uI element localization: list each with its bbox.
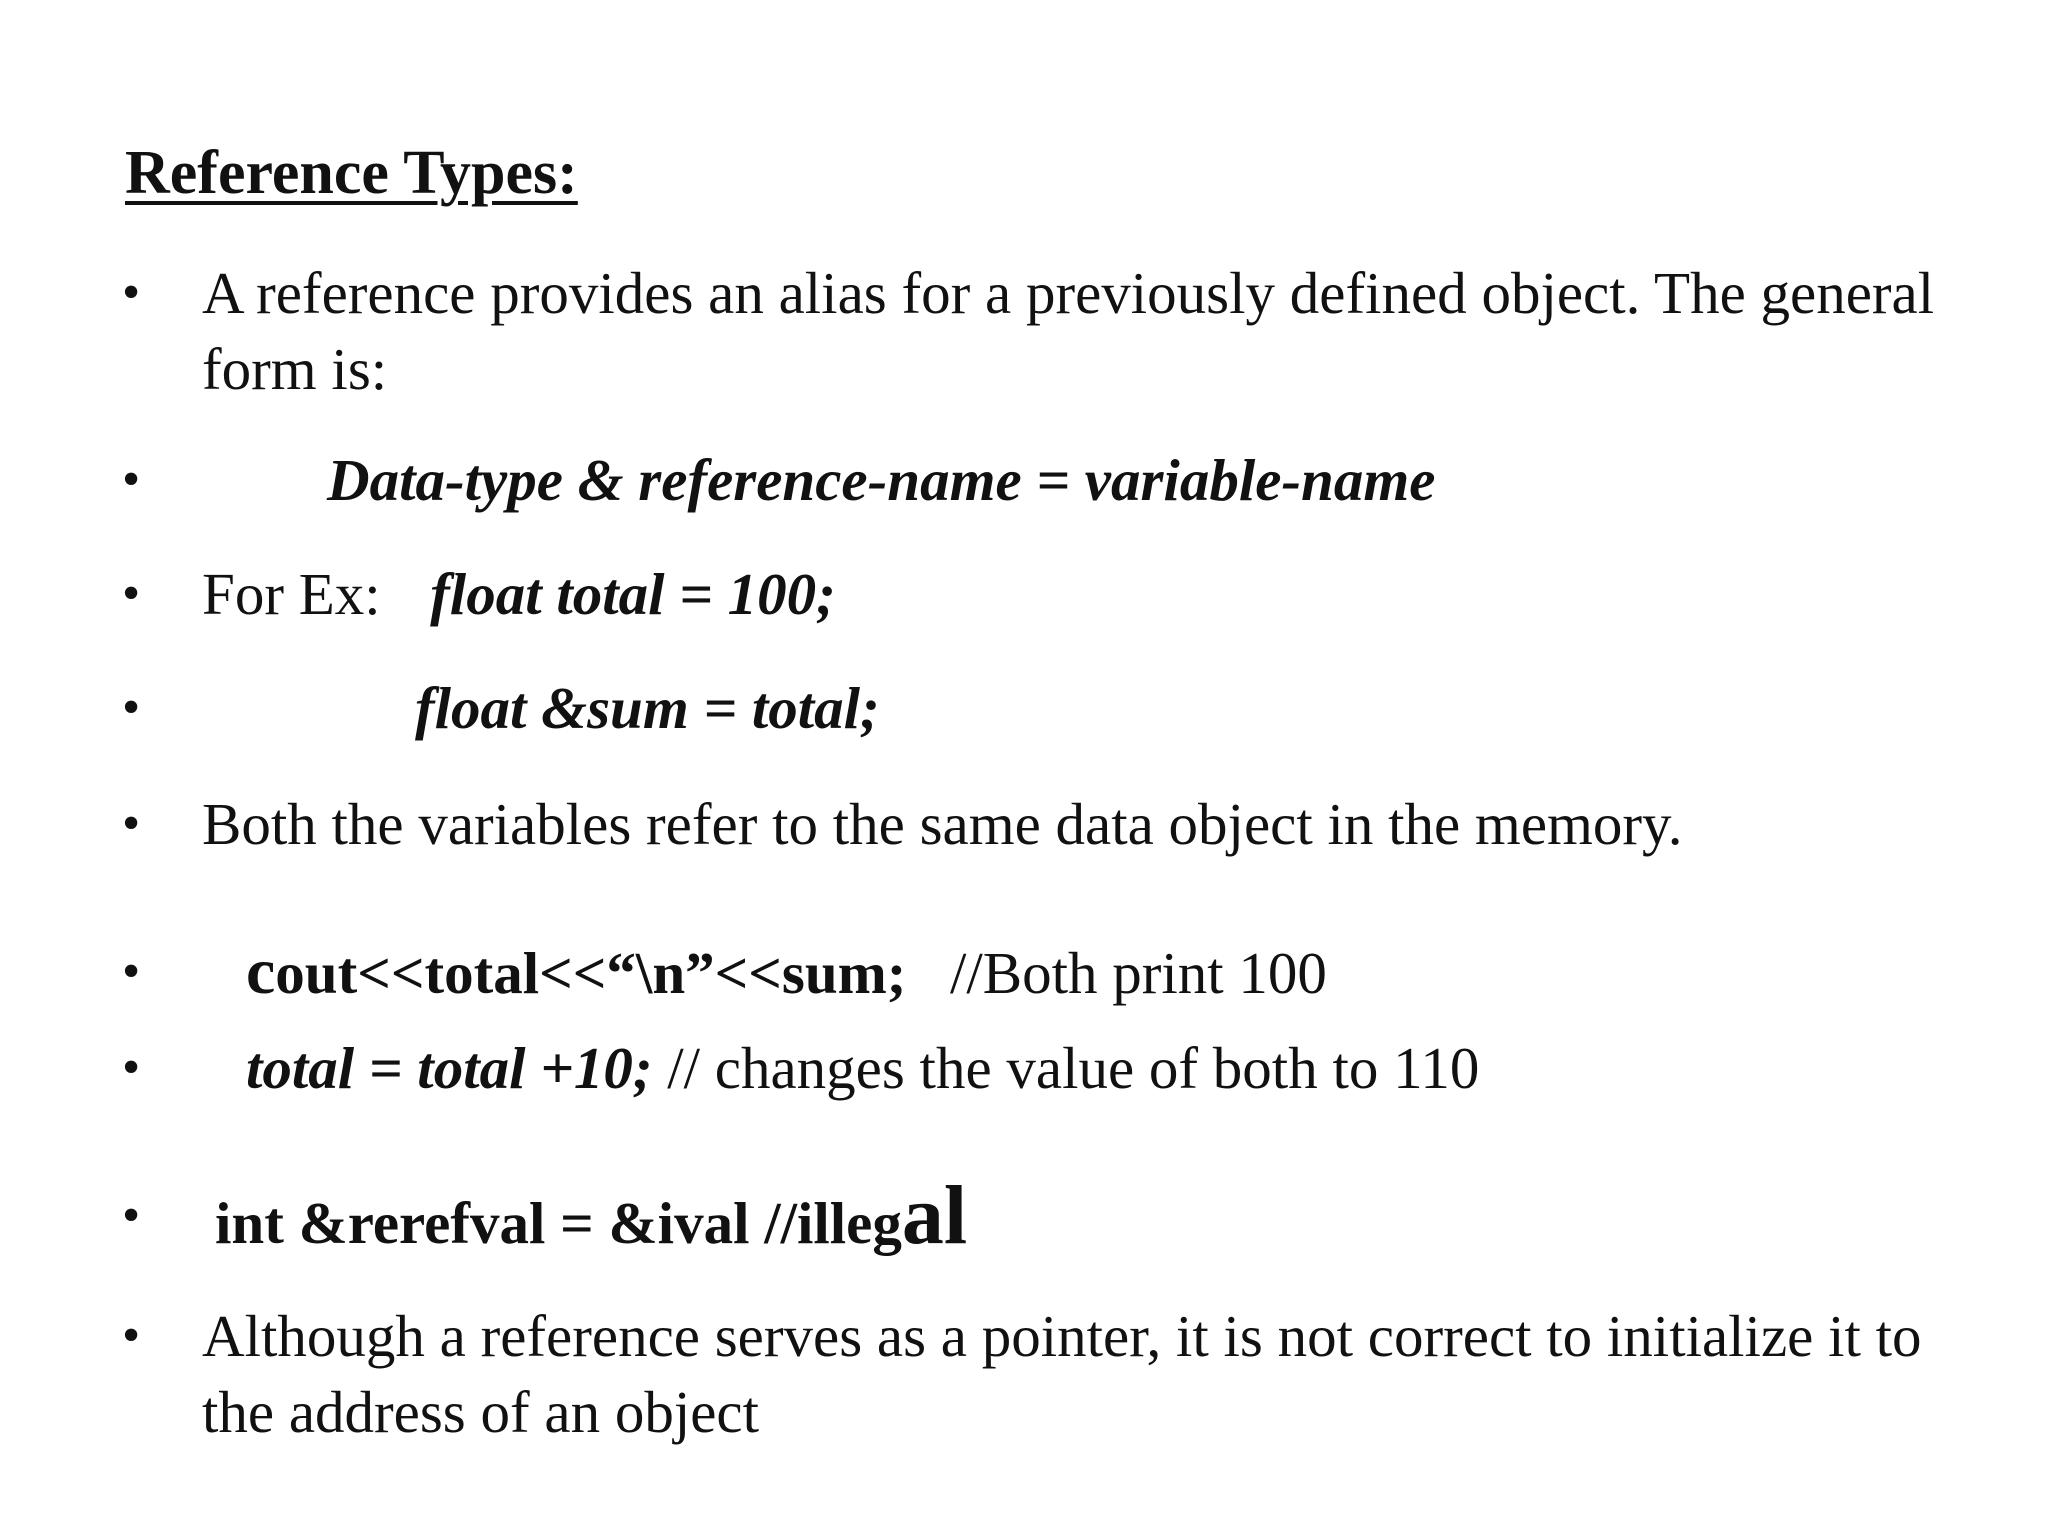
bullet-dot: •: [122, 451, 141, 508]
example-prefix: For Ex:: [202, 561, 381, 627]
increment-comment: // changes the value of both to 110: [667, 1035, 1480, 1101]
bullet-line: [202, 556, 1962, 632]
bullet-dot: •: [122, 943, 141, 1000]
bullet-dot: •: [122, 1187, 141, 1244]
increment-code: total = total +10;: [246, 1035, 653, 1101]
example-reference-code: float &sum = total;: [415, 675, 880, 741]
general-form-code: Data-type & reference-name = variable-name: [327, 447, 1436, 513]
slide-title: Reference Types:: [125, 139, 578, 207]
bullet-dot: •: [122, 264, 141, 321]
bullet-dot: •: [122, 565, 141, 622]
bullet-dot: •: [122, 795, 141, 852]
cout-comment: //Both print 100: [949, 940, 1327, 1006]
bullet-dot: •: [122, 1039, 141, 1096]
bullet-line: [246, 934, 2006, 1011]
cout-code: out<<total<<“\n”<<sum;: [275, 940, 907, 1006]
example-code: float total = 100;: [430, 561, 836, 627]
bullet-dot: •: [122, 679, 141, 736]
illegal-code-enlarged-ending: al: [901, 1169, 968, 1262]
illegal-code: int &rerefval = &ival //illeg: [215, 1190, 902, 1256]
bullet-text: Both the variables refer to the same data object in the memory.: [202, 791, 1683, 857]
bullet-line: [246, 1030, 2006, 1106]
bullet-dot: •: [122, 1307, 141, 1364]
cout-code-first-letter: c: [246, 935, 276, 1008]
bullet-text: A reference provides an alias for a previously defined object. The general form is:: [202, 260, 1935, 402]
bullet-text: Although a reference serves as a pointer, it is not correct to initialize it to the address of an object: [202, 1303, 1922, 1445]
bullet-line: [215, 1169, 1975, 1262]
